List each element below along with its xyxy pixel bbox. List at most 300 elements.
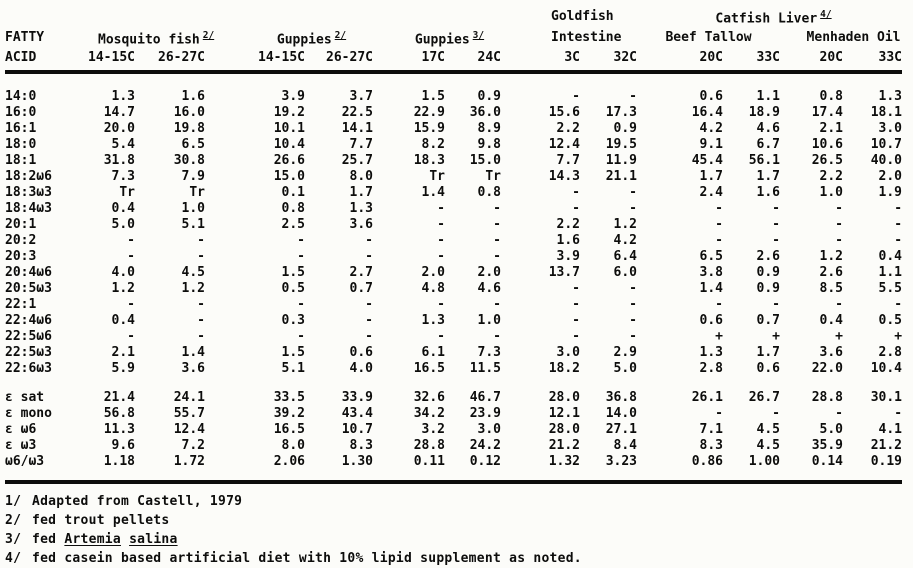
table-row xyxy=(5,390,902,406)
spacer-cell xyxy=(5,377,902,390)
cell: - xyxy=(572,296,580,312)
cell: - xyxy=(894,296,903,312)
cell: 7.2 xyxy=(181,437,205,453)
cell: 12.4 xyxy=(173,421,205,437)
cell: 1.2 xyxy=(111,280,135,296)
cell: 5.0 xyxy=(819,421,843,437)
guppies-2-group-label xyxy=(202,27,373,48)
cell: 18.3 xyxy=(413,152,445,168)
cell: - xyxy=(437,232,445,248)
cell: 2.8 xyxy=(699,360,723,376)
cell: - xyxy=(835,405,843,421)
row-label: ε ω3 xyxy=(5,437,37,453)
cell: - xyxy=(297,232,305,248)
cell: + xyxy=(715,328,723,344)
mosquito-fish-group-label xyxy=(83,27,215,48)
row-label: 20:4ω6 xyxy=(5,264,52,280)
cell: - xyxy=(297,296,305,312)
header-spacer xyxy=(83,6,205,27)
cell: 10.4 xyxy=(870,360,903,376)
table-row xyxy=(5,345,902,361)
cell: 0.4 xyxy=(111,312,135,328)
cell: 3.0 xyxy=(556,344,580,360)
table-row xyxy=(5,265,902,281)
row-label: 18:1 xyxy=(5,152,37,168)
cell: 18.2 xyxy=(548,360,580,376)
row-label: 20:1 xyxy=(5,216,37,232)
cell: 3.8 xyxy=(699,264,723,280)
temp-column-header: 20C xyxy=(637,49,723,72)
cell: 14.3 xyxy=(548,168,580,184)
table-row xyxy=(5,169,902,185)
cell: 20.0 xyxy=(103,120,135,136)
footnote-ref-2: 2/ xyxy=(334,30,347,42)
cell: 22.5 xyxy=(341,104,373,120)
cell: 3.6 xyxy=(181,360,205,376)
cell: - xyxy=(493,248,501,264)
header-row-top xyxy=(5,6,902,27)
cell: 14.7 xyxy=(103,104,135,120)
row-label: 20:2 xyxy=(5,232,37,248)
cell: - xyxy=(835,296,843,312)
cell: 4.6 xyxy=(756,120,780,136)
footnote-line xyxy=(5,549,913,568)
cell: - xyxy=(493,216,501,232)
footnote-text: Adapted from Castell, 1979 xyxy=(32,493,243,509)
cell: 31.8 xyxy=(103,152,135,168)
cell: Tr xyxy=(485,168,501,184)
cell: - xyxy=(365,296,373,312)
cell: 15.6 xyxy=(548,104,580,120)
table-row xyxy=(5,185,902,201)
guppies-3-group-label xyxy=(373,27,501,48)
cell: 0.4 xyxy=(111,200,135,216)
cell: - xyxy=(772,216,780,232)
footnote-line xyxy=(5,530,913,549)
cell: 6.5 xyxy=(699,248,723,264)
cell: 9.8 xyxy=(477,136,501,152)
cell: 4.2 xyxy=(613,232,637,248)
cell: 2.7 xyxy=(349,264,373,280)
temp-column-header: 3C xyxy=(501,49,580,72)
cell: 14.1 xyxy=(341,120,373,136)
cell: 3.23 xyxy=(605,453,637,469)
row-label: 22:4ω6 xyxy=(5,312,52,328)
footnote-mark: 4/ xyxy=(5,550,22,566)
cell: - xyxy=(197,232,205,248)
cell: - xyxy=(629,296,637,312)
cell: 2.6 xyxy=(756,248,780,264)
row-label: 22:5ω3 xyxy=(5,344,52,360)
cell: 30.1 xyxy=(870,389,903,405)
cell: 1.4 xyxy=(181,344,205,360)
cell: 2.1 xyxy=(111,344,135,360)
cell: - xyxy=(493,296,501,312)
header-row-groups xyxy=(5,27,902,48)
footnotes xyxy=(5,492,913,568)
cell: 19.2 xyxy=(273,104,305,120)
cell: + xyxy=(772,328,780,344)
cell: 10.6 xyxy=(811,136,843,152)
cell: 11.9 xyxy=(605,152,637,168)
spacer-row xyxy=(5,377,902,390)
cell: 1.0 xyxy=(181,200,205,216)
footnote-line xyxy=(5,511,913,530)
cell: 0.9 xyxy=(756,280,780,296)
cell: - xyxy=(572,200,580,216)
cell: 2.0 xyxy=(421,264,445,280)
footnote-underlined-text: Artemia xyxy=(64,531,121,547)
cell: - xyxy=(572,184,580,200)
cell: - xyxy=(365,312,373,328)
table-row xyxy=(5,281,902,297)
cell: 3.2 xyxy=(421,421,445,437)
row-label: ε sat xyxy=(5,389,45,405)
cell: - xyxy=(365,328,373,344)
footnote-mark: 2/ xyxy=(5,512,22,528)
cell: - xyxy=(772,296,780,312)
cell: 43.4 xyxy=(341,405,373,421)
temp-column-header: 33C xyxy=(843,49,902,72)
header-row-temps xyxy=(5,49,902,72)
menhaden-oil-group-label: Menhaden Oil xyxy=(806,30,901,46)
cell: - xyxy=(715,200,723,216)
cell: 39.2 xyxy=(273,405,305,421)
cell: 23.9 xyxy=(469,405,501,421)
temp-column-header: 26-27C xyxy=(305,49,373,72)
footnote-underlined-text: salina xyxy=(129,531,178,547)
cell: 1.00 xyxy=(748,453,780,469)
mosquito-fish-label: Mosquito fish xyxy=(98,32,200,48)
cell: - xyxy=(894,405,903,421)
cell: 1.72 xyxy=(173,453,205,469)
cell: 17.4 xyxy=(811,104,843,120)
cell: 10.4 xyxy=(273,136,305,152)
cell: 2.06 xyxy=(273,453,305,469)
goldfish-label: Goldfish xyxy=(551,9,614,25)
cell: 4.0 xyxy=(349,360,373,376)
temp-column-header: 24C xyxy=(445,49,501,72)
goldfish-intestine-label: Intestine xyxy=(551,30,622,46)
cell: - xyxy=(437,248,445,264)
cell: 21.4 xyxy=(103,389,135,405)
cell: - xyxy=(127,328,135,344)
cell: 6.5 xyxy=(181,136,205,152)
cell: 0.12 xyxy=(469,453,501,469)
cell: 5.0 xyxy=(111,216,135,232)
cell: - xyxy=(297,328,305,344)
row-label: 22:6ω3 xyxy=(5,360,52,376)
cell: 1.3 xyxy=(878,88,903,104)
cell: 19.8 xyxy=(173,120,205,136)
cell: 3.7 xyxy=(349,88,373,104)
cell: 33.5 xyxy=(273,389,305,405)
cell: 2.2 xyxy=(556,216,580,232)
cell: 1.6 xyxy=(181,88,205,104)
cell: 2.4 xyxy=(699,184,723,200)
header-spacer xyxy=(205,6,373,27)
cell: - xyxy=(715,216,723,232)
cell: 15.0 xyxy=(469,152,501,168)
cell: 1.7 xyxy=(756,168,780,184)
cell: 4.0 xyxy=(111,264,135,280)
cell: 26.7 xyxy=(748,389,780,405)
cell: 1.4 xyxy=(699,280,723,296)
cell: - xyxy=(894,216,903,232)
beef-tallow-group-label: Beef Tallow xyxy=(665,30,752,46)
cell: 33.9 xyxy=(341,389,373,405)
cell: - xyxy=(437,296,445,312)
cell: 26.5 xyxy=(811,152,843,168)
cell: 1.5 xyxy=(281,264,305,280)
table-row xyxy=(5,201,902,217)
cell: 1.0 xyxy=(819,184,843,200)
temp-column-header: 14-15C xyxy=(83,49,135,72)
cell: 10.1 xyxy=(273,120,305,136)
cell: 1.2 xyxy=(819,248,843,264)
cell: 2.6 xyxy=(819,264,843,280)
row-label: 22:1 xyxy=(5,296,37,312)
cell: 40.0 xyxy=(870,152,903,168)
cell: 0.6 xyxy=(699,312,723,328)
cell: - xyxy=(365,248,373,264)
cell: 1.0 xyxy=(477,312,501,328)
footnote-ref-4: 4/ xyxy=(820,9,832,20)
cell: 56.8 xyxy=(103,405,135,421)
row-label: 16:0 xyxy=(5,104,37,120)
cell: - xyxy=(629,184,637,200)
cell: 2.5 xyxy=(281,216,305,232)
cell: 15.0 xyxy=(273,168,305,184)
cell: 4.8 xyxy=(421,280,445,296)
cell: - xyxy=(572,280,580,296)
cell: 16.5 xyxy=(413,360,445,376)
cell: + xyxy=(835,328,843,344)
cell: - xyxy=(715,296,723,312)
cell: - xyxy=(197,312,205,328)
guppies-3-label: Guppies xyxy=(414,32,470,48)
cell: 2.0 xyxy=(477,264,501,280)
cell: 13.7 xyxy=(548,264,580,280)
cell: 0.8 xyxy=(477,184,501,200)
cell: 22.9 xyxy=(413,104,445,120)
cell: - xyxy=(127,248,135,264)
cell: 28.8 xyxy=(811,389,843,405)
cell: 15.9 xyxy=(413,120,445,136)
cell: 21.2 xyxy=(548,437,580,453)
footnote-mark: 1/ xyxy=(5,493,22,509)
cell: 0.1 xyxy=(281,184,305,200)
row-label: 20:5ω3 xyxy=(5,280,52,296)
cell: 30.8 xyxy=(173,152,205,168)
cell: 0.9 xyxy=(756,264,780,280)
cell: 18.1 xyxy=(870,104,903,120)
cell: 0.7 xyxy=(349,280,373,296)
cell: - xyxy=(572,312,580,328)
cell: 2.9 xyxy=(613,344,637,360)
cell: 2.2 xyxy=(819,168,843,184)
row-label: 18:3ω3 xyxy=(5,184,52,200)
row-label: ε mono xyxy=(5,405,52,421)
row-label: 18:2ω6 xyxy=(5,168,52,184)
table-row xyxy=(5,249,902,265)
cell: + xyxy=(894,328,903,344)
table-row xyxy=(5,72,902,105)
temp-column-header: 32C xyxy=(580,49,637,72)
cell: 4.5 xyxy=(756,437,780,453)
cell: 0.86 xyxy=(691,453,723,469)
table-row xyxy=(5,105,902,121)
cell: Tr xyxy=(429,168,445,184)
cell: 1.5 xyxy=(421,88,445,104)
cell: 26.1 xyxy=(691,389,723,405)
header-spacer xyxy=(373,6,501,27)
footnote-text xyxy=(121,532,129,547)
cell: 3.9 xyxy=(281,88,305,104)
temp-column-header: 17C xyxy=(373,49,445,72)
cell: 28.0 xyxy=(548,421,580,437)
cell: 1.6 xyxy=(556,232,580,248)
table-header xyxy=(5,6,902,72)
cell: - xyxy=(629,280,637,296)
row-label: ω6/ω3 xyxy=(5,453,45,469)
cell: 0.6 xyxy=(756,360,780,376)
cell: 16.0 xyxy=(173,104,205,120)
table-body xyxy=(5,72,902,482)
cell: 6.1 xyxy=(421,344,445,360)
cell: - xyxy=(894,232,903,248)
cell: 8.0 xyxy=(349,168,373,184)
cell: 24.2 xyxy=(469,437,501,453)
cell: 2.8 xyxy=(878,344,903,360)
cell: 8.4 xyxy=(613,437,637,453)
cell: - xyxy=(572,88,580,104)
cell: 1.3 xyxy=(699,344,723,360)
cell: 0.9 xyxy=(477,88,501,104)
cell: 2.2 xyxy=(556,120,580,136)
cell: - xyxy=(629,200,637,216)
footnote-ref-3: 3/ xyxy=(472,30,485,42)
fatty-label-line1: FATTY xyxy=(5,30,45,46)
cell: - xyxy=(493,200,501,216)
cell: 8.2 xyxy=(421,136,445,152)
cell: 9.1 xyxy=(699,136,723,152)
cell: 1.3 xyxy=(349,200,373,216)
cell: - xyxy=(437,328,445,344)
temp-column-header: 33C xyxy=(723,49,780,72)
cell: 36.8 xyxy=(605,389,637,405)
footnote-text: fed trout pellets xyxy=(32,512,170,528)
cell: 0.8 xyxy=(819,88,843,104)
cell: 7.3 xyxy=(477,344,501,360)
cell: 1.6 xyxy=(756,184,780,200)
cell: 8.3 xyxy=(699,437,723,453)
row-label: 18:4ω3 xyxy=(5,200,52,216)
row-label: ε ω6 xyxy=(5,421,37,437)
cell: 56.1 xyxy=(748,152,780,168)
cell: 1.1 xyxy=(878,264,903,280)
cell: 21.2 xyxy=(870,437,903,453)
cell: 4.6 xyxy=(477,280,501,296)
cell: 7.3 xyxy=(111,168,135,184)
cell: 7.1 xyxy=(699,421,723,437)
cell: 32.6 xyxy=(413,389,445,405)
cell: 46.7 xyxy=(469,389,501,405)
footnote-ref-2: 2/ xyxy=(202,30,215,42)
cell: 25.7 xyxy=(341,152,373,168)
cell: 7.7 xyxy=(556,152,580,168)
cell: - xyxy=(894,200,903,216)
cell: 5.0 xyxy=(613,360,637,376)
cell: 0.5 xyxy=(281,280,305,296)
cell: - xyxy=(715,232,723,248)
table-row xyxy=(5,137,902,153)
cell: 8.9 xyxy=(477,120,501,136)
cell: 6.7 xyxy=(756,136,780,152)
cell: 1.7 xyxy=(349,184,373,200)
cell: 24.1 xyxy=(173,389,205,405)
cell: - xyxy=(197,248,205,264)
cell: 11.5 xyxy=(469,360,501,376)
cell: 5.4 xyxy=(111,136,135,152)
cell: - xyxy=(297,248,305,264)
cell: 9.6 xyxy=(111,437,135,453)
cell: 0.14 xyxy=(811,453,843,469)
table-row xyxy=(5,297,902,313)
guppies-2-label: Guppies xyxy=(276,32,332,48)
cell: 3.9 xyxy=(556,248,580,264)
cell: - xyxy=(772,200,780,216)
cell: 1.32 xyxy=(548,453,580,469)
cell: 1.9 xyxy=(878,184,903,200)
table-row xyxy=(5,313,902,329)
cell: 14.0 xyxy=(605,405,637,421)
cell: - xyxy=(493,232,501,248)
cell: 0.19 xyxy=(870,453,903,469)
table-row xyxy=(5,361,902,377)
cell: 10.7 xyxy=(870,136,903,152)
row-label: 22:5ω6 xyxy=(5,328,52,344)
cell: 7.7 xyxy=(349,136,373,152)
cell: 6.4 xyxy=(613,248,637,264)
cell: 35.9 xyxy=(811,437,843,453)
cell: 55.7 xyxy=(173,405,205,421)
cell: - xyxy=(127,296,135,312)
table-row xyxy=(5,233,902,249)
cell: 0.6 xyxy=(699,88,723,104)
cell: 12.1 xyxy=(548,405,580,421)
cell: 0.3 xyxy=(281,312,305,328)
fatty-label-line2: ACID xyxy=(5,49,83,72)
cell: 0.7 xyxy=(756,312,780,328)
cell: 6.0 xyxy=(613,264,637,280)
row-label: 18:0 xyxy=(5,136,37,152)
cell: - xyxy=(772,232,780,248)
cell: - xyxy=(197,296,205,312)
footnote-text: fed xyxy=(32,531,65,547)
footnote-text: fed casein based artificial diet with 10% lipid supplement as noted. xyxy=(32,550,582,566)
cell: 34.2 xyxy=(413,405,445,421)
cell: 0.11 xyxy=(413,453,445,469)
cell: 0.4 xyxy=(878,248,903,264)
cell: 16.4 xyxy=(691,104,723,120)
goldfish-group-label xyxy=(501,6,637,27)
cell: 5.5 xyxy=(878,280,903,296)
footnote-mark: 3/ xyxy=(5,531,22,547)
cell: 4.5 xyxy=(756,421,780,437)
cell: 27.1 xyxy=(605,421,637,437)
cell: 18.9 xyxy=(748,104,780,120)
